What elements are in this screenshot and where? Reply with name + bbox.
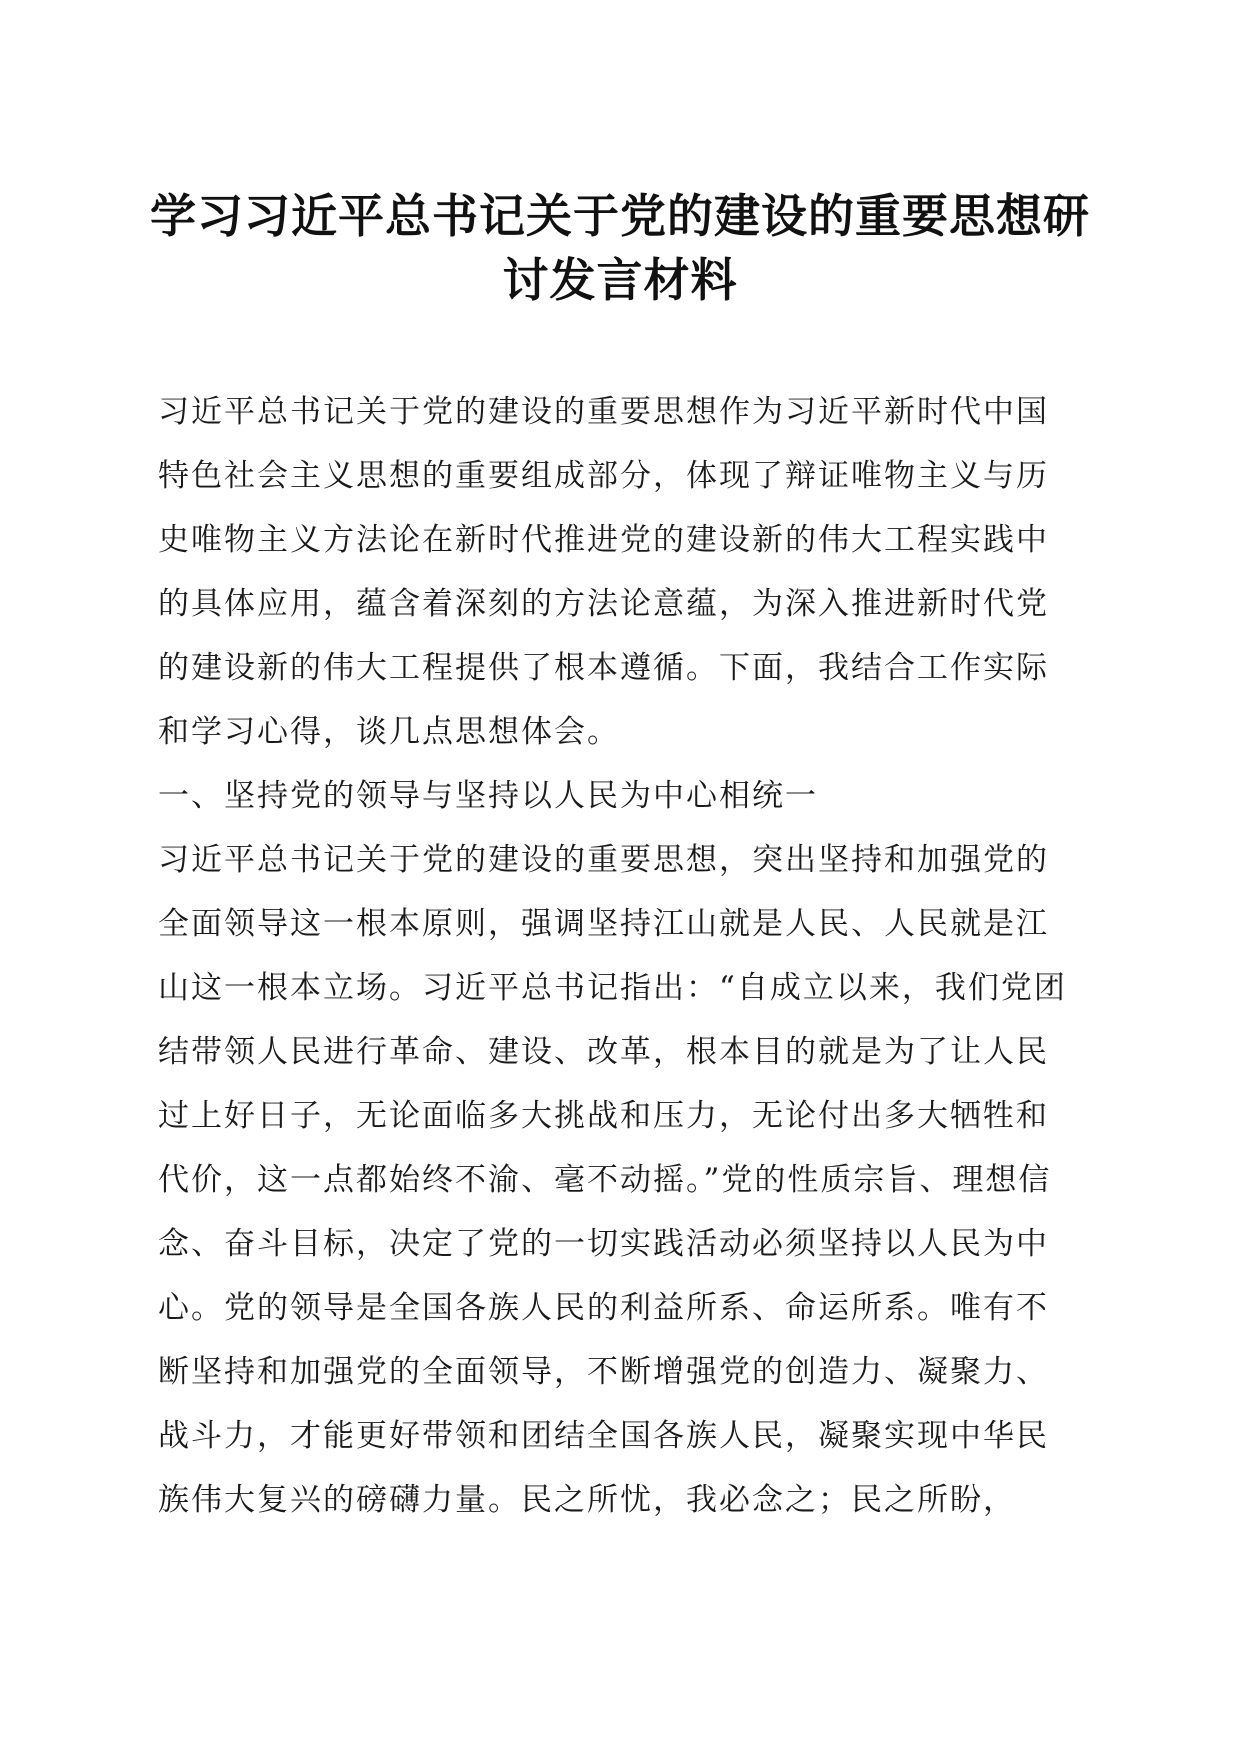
section-heading-1: 一、坚持党的领导与坚持以人民为中心相统一 [158, 778, 818, 814]
intro-paragraph: 习近平总书记关于党的建设的重要思想作为习近平新时代中国特色社会主义思想的重要组成部分，体现了辩证唯物主义与历史唯物主义方法论在新时代推进党的建设新的伟大工程实践中的具体应用，蕴含着深刻的方法论意蕴，为深入推进新时代党的建设新的伟大工程提供了根本遵循。下面，我结合工作实际和学习心得，谈几点思想体会。 [158, 394, 1049, 750]
document-body [158, 380, 1078, 1532]
document-title [140, 184, 1100, 312]
title-line-2: 讨发言材料 [502, 253, 738, 307]
section-paragraph-1: 习近平总书记关于党的建设的重要思想，突出坚持和加强党的全面领导这一根本原则，强调坚持江山就是人民、人民就是江山这一根本立场。习近平总书记指出：“自成立以来，我们党团结带领人民进行革命、建设、改革，根本目的就是为了让人民过上好日子，无论面临多大挑战和压力，无论付出多大牺牲和代价，这一点都始终不渝、毫不动摇。”党的性质宗旨、理想信念、奋斗目标，决定了党的一切实践活动必须坚持以人民为中心。党的领导是全国各族人民的利益所系、命运所系。唯有不断坚持和加强党的全面领导，不断增强党的创造力、凝聚力、战斗力，才能更好带领和团结全国各族人民，凝聚实现中华民族伟大复兴的磅礴力量。民之所忧，我必念之；民之所盼， [158, 842, 1067, 1518]
title-line-1: 学习习近平总书记关于党的建设的重要思想研 [150, 189, 1090, 243]
